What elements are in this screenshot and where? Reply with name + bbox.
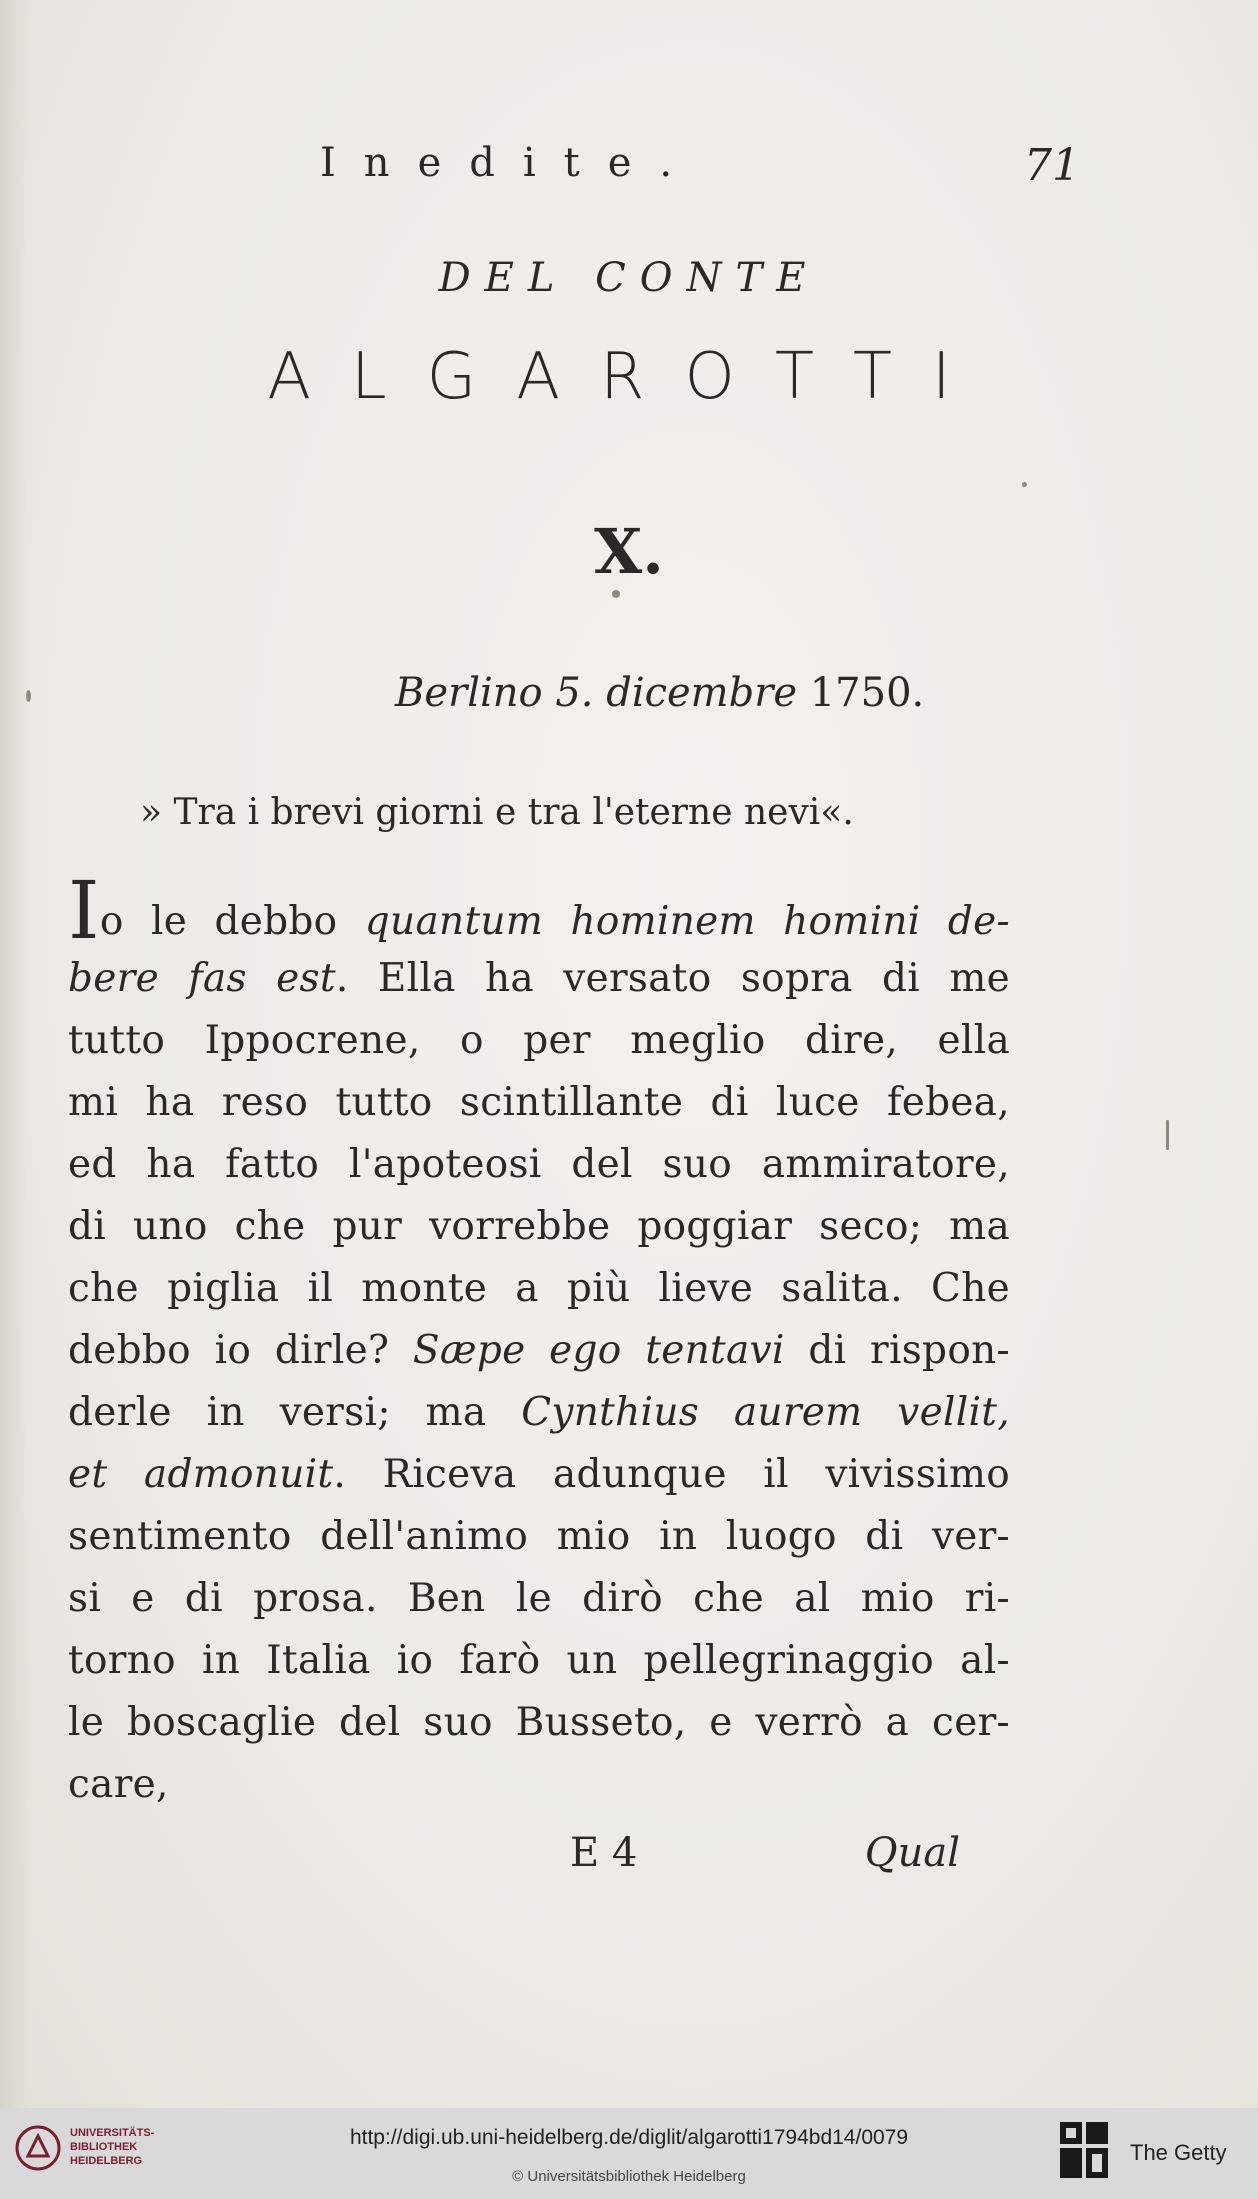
text-line bbox=[68, 1134, 1010, 1196]
catchword: Qual bbox=[864, 1830, 960, 1876]
text-line bbox=[68, 1754, 1010, 1816]
latin-phrase: Sæpe ego tentavi bbox=[412, 1328, 785, 1373]
dateline-place: Berlino 5. dicembre bbox=[395, 670, 798, 716]
text-line bbox=[68, 1506, 1010, 1568]
epigraph: » Tra i brevi giorni e tra l'eterne nevi«. bbox=[140, 792, 854, 833]
getty-name: The Getty bbox=[1130, 2140, 1227, 2165]
text-run: debbo io dirle? bbox=[68, 1328, 413, 1373]
text-line bbox=[68, 1692, 1010, 1754]
heading-line-1: DEL CONTE bbox=[438, 255, 820, 301]
text-run: . Riceva adunque il vivissimo bbox=[333, 1452, 1010, 1497]
letter-body bbox=[68, 864, 1011, 1816]
viewer-footer bbox=[0, 2108, 1258, 2199]
text-run: si e di prosa. Ben le dirò che al mio ri- bbox=[68, 1576, 1010, 1621]
text-line bbox=[68, 1320, 1010, 1382]
signature-mark: E 4 bbox=[570, 1830, 638, 1876]
text-line bbox=[68, 948, 1010, 1010]
text-line bbox=[68, 864, 1011, 957]
library-name-line: UNIVERSITÄTS- bbox=[70, 2127, 155, 2139]
ink-speck bbox=[26, 690, 31, 702]
text-run: torno in Italia io farò un pellegrinaggio al- bbox=[68, 1638, 1010, 1683]
latin-phrase: bere fas est bbox=[68, 956, 336, 1001]
library-name-line: BIBLIOTHEK bbox=[70, 2141, 138, 2153]
heading-line-2: ALGAROTTI bbox=[267, 340, 991, 414]
dateline bbox=[395, 670, 924, 716]
text-run: di uno che pur vorrebbe poggiar seco; ma bbox=[68, 1204, 1010, 1249]
page-number: 71 bbox=[1024, 140, 1080, 191]
permalink-url[interactable]: http://digi.ub.uni-heidelberg.de/diglit/algarotti1794bd14/0079 bbox=[349, 2126, 909, 2149]
text-run: le boscaglie del suo Busseto, e verrò a cer- bbox=[68, 1700, 1010, 1745]
text-run: che piglia il monte a più lieve salita. Che bbox=[68, 1266, 1010, 1311]
text-run: mi ha reso tutto scintillante di luce febea, bbox=[68, 1080, 1010, 1125]
text-line bbox=[68, 1444, 1010, 1506]
text-line bbox=[68, 1630, 1010, 1692]
latin-phrase: et admonuit bbox=[68, 1452, 334, 1497]
running-head-title: Inedite. bbox=[320, 140, 701, 186]
text-run: di rispon- bbox=[784, 1328, 1011, 1373]
drop-cap: I bbox=[68, 864, 100, 957]
text-run: o le debbo bbox=[99, 899, 365, 944]
latin-phrase: quantum hominem homini de- bbox=[364, 899, 1011, 944]
library-name-line: HEIDELBERG bbox=[70, 2155, 143, 2167]
text-line bbox=[68, 1568, 1010, 1630]
text-line bbox=[68, 1010, 1010, 1072]
dateline-year: 1750. bbox=[809, 670, 925, 716]
text-run: care, bbox=[68, 1762, 169, 1807]
latin-phrase: Cynthius aurem vellit, bbox=[521, 1390, 1010, 1435]
ink-speck bbox=[1022, 482, 1027, 487]
letter-number: X. bbox=[594, 515, 664, 588]
text-run: sentimento dell'animo mio in luogo di ver- bbox=[68, 1514, 1010, 1559]
ink-speck bbox=[612, 590, 620, 598]
page-gutter-shadow bbox=[0, 0, 30, 2108]
text-run: tutto Ippocrene, o per meglio dire, ella bbox=[68, 1018, 1010, 1063]
paper-mark bbox=[1166, 1120, 1169, 1150]
catch-line bbox=[570, 1830, 960, 1890]
running-head bbox=[320, 140, 1080, 200]
text-line bbox=[68, 1072, 1010, 1134]
text-line bbox=[68, 1258, 1010, 1320]
getty-logo-icon bbox=[1058, 2120, 1112, 2182]
text-run: ed ha fatto l'apoteosi del suo ammiratore, bbox=[68, 1142, 1010, 1187]
text-run: . Ella ha versato sopra di me bbox=[335, 956, 1010, 1001]
text-line bbox=[68, 1196, 1010, 1258]
text-run: derle in versi; ma bbox=[68, 1390, 522, 1435]
text-line bbox=[68, 1382, 1010, 1444]
copyright-notice: © Universitätsbibliothek Heidelberg bbox=[512, 2168, 746, 2185]
